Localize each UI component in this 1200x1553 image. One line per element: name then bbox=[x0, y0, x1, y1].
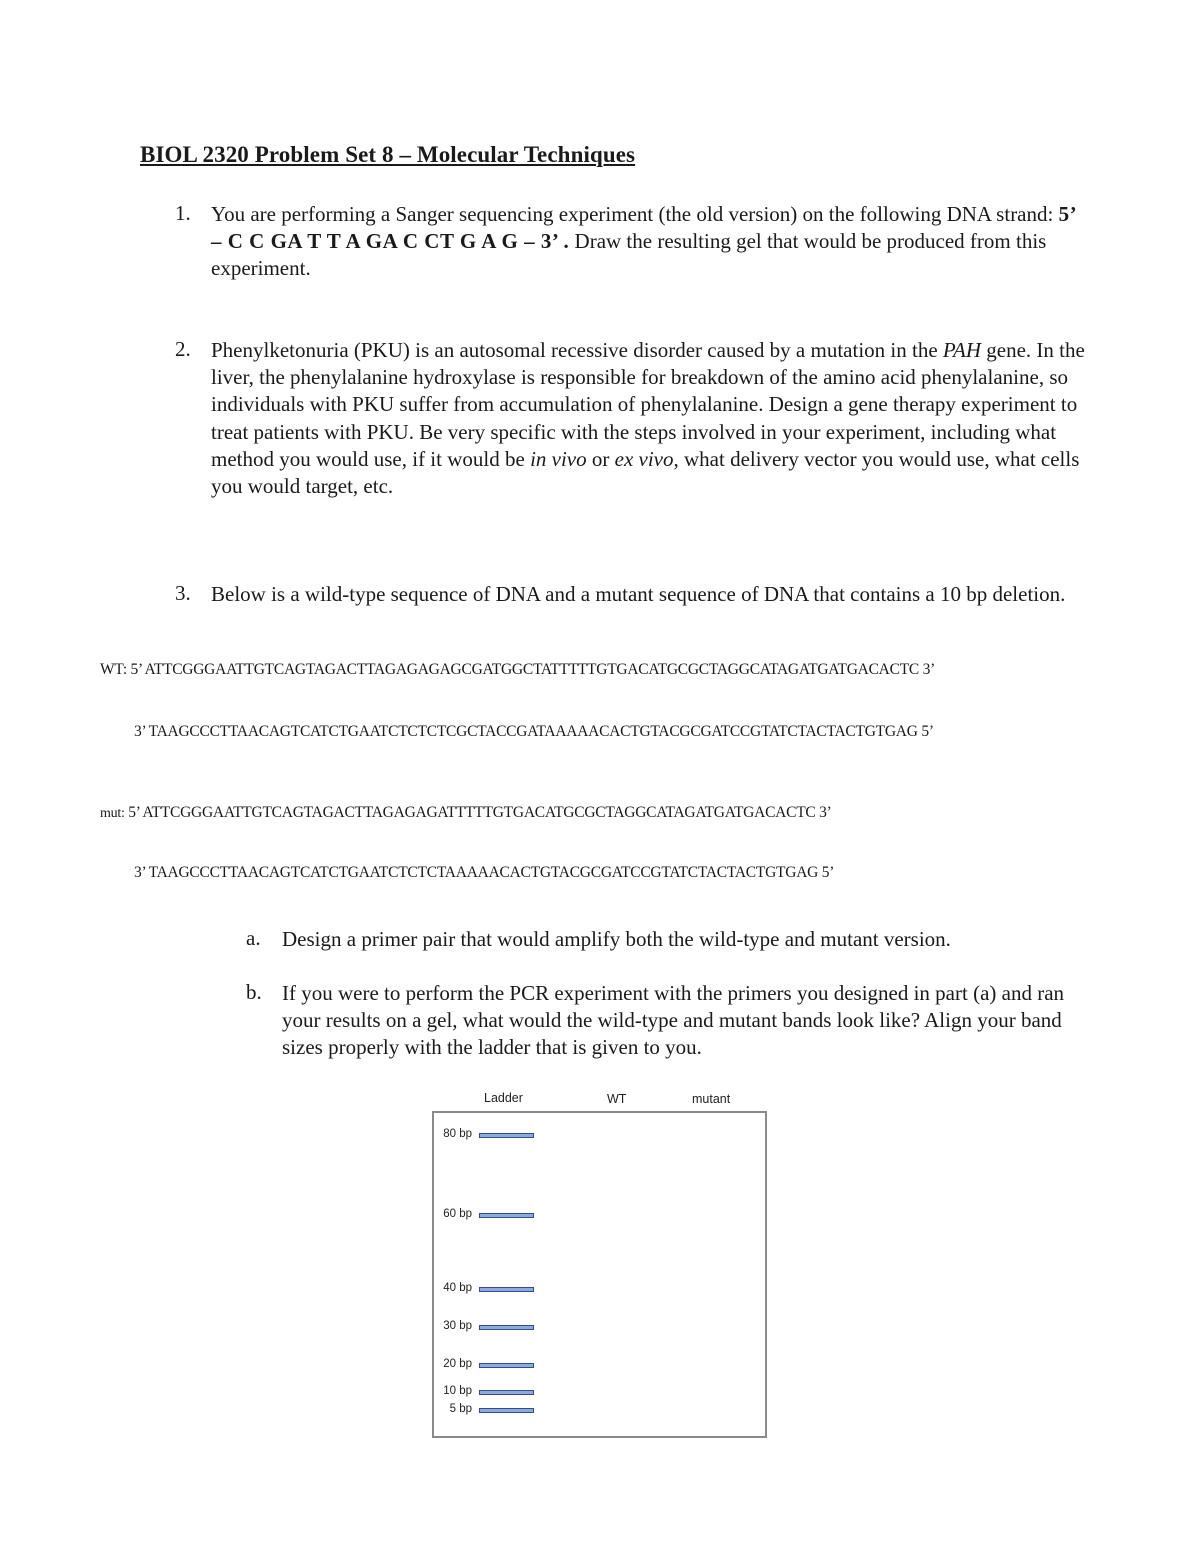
mut-bottom-strand: 3’ TAAGCCCTTAACAGTCATCTGAATCTCTCTAAAAACACTGTACGCGATCCGTATCTACTACTGTGAG 5’ bbox=[134, 864, 835, 881]
question-text: Below is a wild-type sequence of DNA and a mutant sequence of DNA that contains a 10 bp deletion. bbox=[211, 582, 1066, 606]
ladder-band-30 bbox=[479, 1325, 534, 1330]
ladder-band-60 bbox=[479, 1213, 534, 1218]
ladder-label-40: 40 bp bbox=[443, 1282, 472, 1294]
ladder-label-20: 20 bp bbox=[443, 1358, 472, 1370]
ladder-label-30: 30 bp bbox=[443, 1320, 472, 1332]
term-in-vivo: in vivo bbox=[530, 446, 587, 471]
ladder-label-80: 80 bp bbox=[443, 1128, 472, 1140]
question-text-part: or bbox=[586, 446, 615, 471]
subquestion-text: Design a primer pair that would amplify both the wild-type and mutant version. bbox=[282, 927, 951, 951]
page-title: BIOL 2320 Problem Set 8 – Molecular Techniques bbox=[140, 142, 636, 167]
mut-prefix: mut: bbox=[100, 806, 125, 821]
ladder-band-10 bbox=[479, 1390, 534, 1395]
subquestion-letter: b. bbox=[246, 980, 262, 1004]
mut-top-strand bbox=[100, 804, 832, 822]
question-text bbox=[211, 337, 1091, 500]
term-ex-vivo: ex vivo bbox=[614, 446, 674, 471]
subquestion-letter: a. bbox=[246, 926, 261, 950]
wt-top-strand: WT: 5’ ATTCGGGAATTGTCAGTAGACTTAGAGAGAGCGATGGCTATTTTTGTGACATGCGCTAGGCATAGATGATGACACTC 3’ bbox=[100, 661, 936, 678]
question-text-part: Draw the resulting gel that would be produced from this experiment. bbox=[211, 229, 1047, 281]
subquestion-text: If you were to perform the PCR experiment with the primers you designed in part (a) and ran your results on a gel, what would the wild-type and mutant bands look like? Align your band sizes properly with the ladder that is given to you. bbox=[282, 981, 1065, 1060]
mut-top-sequence: 5’ ATTCGGGAATTGTCAGTAGACTTAGAGAGATTTTTGTGACATGCGCTAGGCATAGATGATGACACTC 3’ bbox=[124, 804, 832, 821]
question-text-part: gene. In the liver, the phenylalanine hydroxylase is responsible for breakdown of the amino acid phenylalanine, so individuals with PKU suffer from accumulation of phenylalanine. Design a gene therapy experiment to treat patients with PKU. Be very specific with the steps involved in your experiment, including what method you would use, if it would be bbox=[211, 338, 1085, 471]
question-text-part: Phenylketonuria (PKU) is an autosomal recessive disorder caused by a mutation in the bbox=[211, 338, 943, 362]
ladder-label-60: 60 bp bbox=[443, 1208, 472, 1220]
ladder-band-5 bbox=[479, 1408, 534, 1413]
question-text-part: You are performing a Sanger sequencing experiment (the old version) on the following DNA strand: bbox=[211, 202, 1059, 226]
ladder-band-40 bbox=[479, 1287, 534, 1292]
dna-strand: 5’ – C C GA T T A GA C CT G A G – 3’ . bbox=[211, 202, 1076, 254]
ladder-label-10: 10 bp bbox=[443, 1385, 472, 1397]
question-text bbox=[211, 201, 1091, 283]
ladder-label-5: 5 bp bbox=[449, 1403, 472, 1415]
question-text-part: , what delivery vector you would use, what cells you would target, etc. bbox=[211, 446, 1080, 499]
gel-box bbox=[432, 1111, 767, 1438]
question-number: 3. bbox=[175, 581, 191, 605]
lane-label-mutant: mutant bbox=[692, 1092, 731, 1106]
wt-bottom-strand: 3’ TAAGCCCTTAACAGTCATCTGAATCTCTCTCGCTACCGATAAAAACACTGTACGCGATCCGTATCTACTACTGTGAG 5’ bbox=[134, 723, 934, 740]
question-number: 1. bbox=[175, 201, 191, 225]
lane-label-ladder: Ladder bbox=[484, 1091, 523, 1105]
lane-label-wt: WT bbox=[607, 1092, 627, 1106]
question-number: 2. bbox=[175, 337, 191, 361]
ladder-band-80 bbox=[479, 1133, 534, 1138]
ladder-band-20 bbox=[479, 1363, 534, 1368]
gene-name: PAH bbox=[942, 338, 982, 362]
